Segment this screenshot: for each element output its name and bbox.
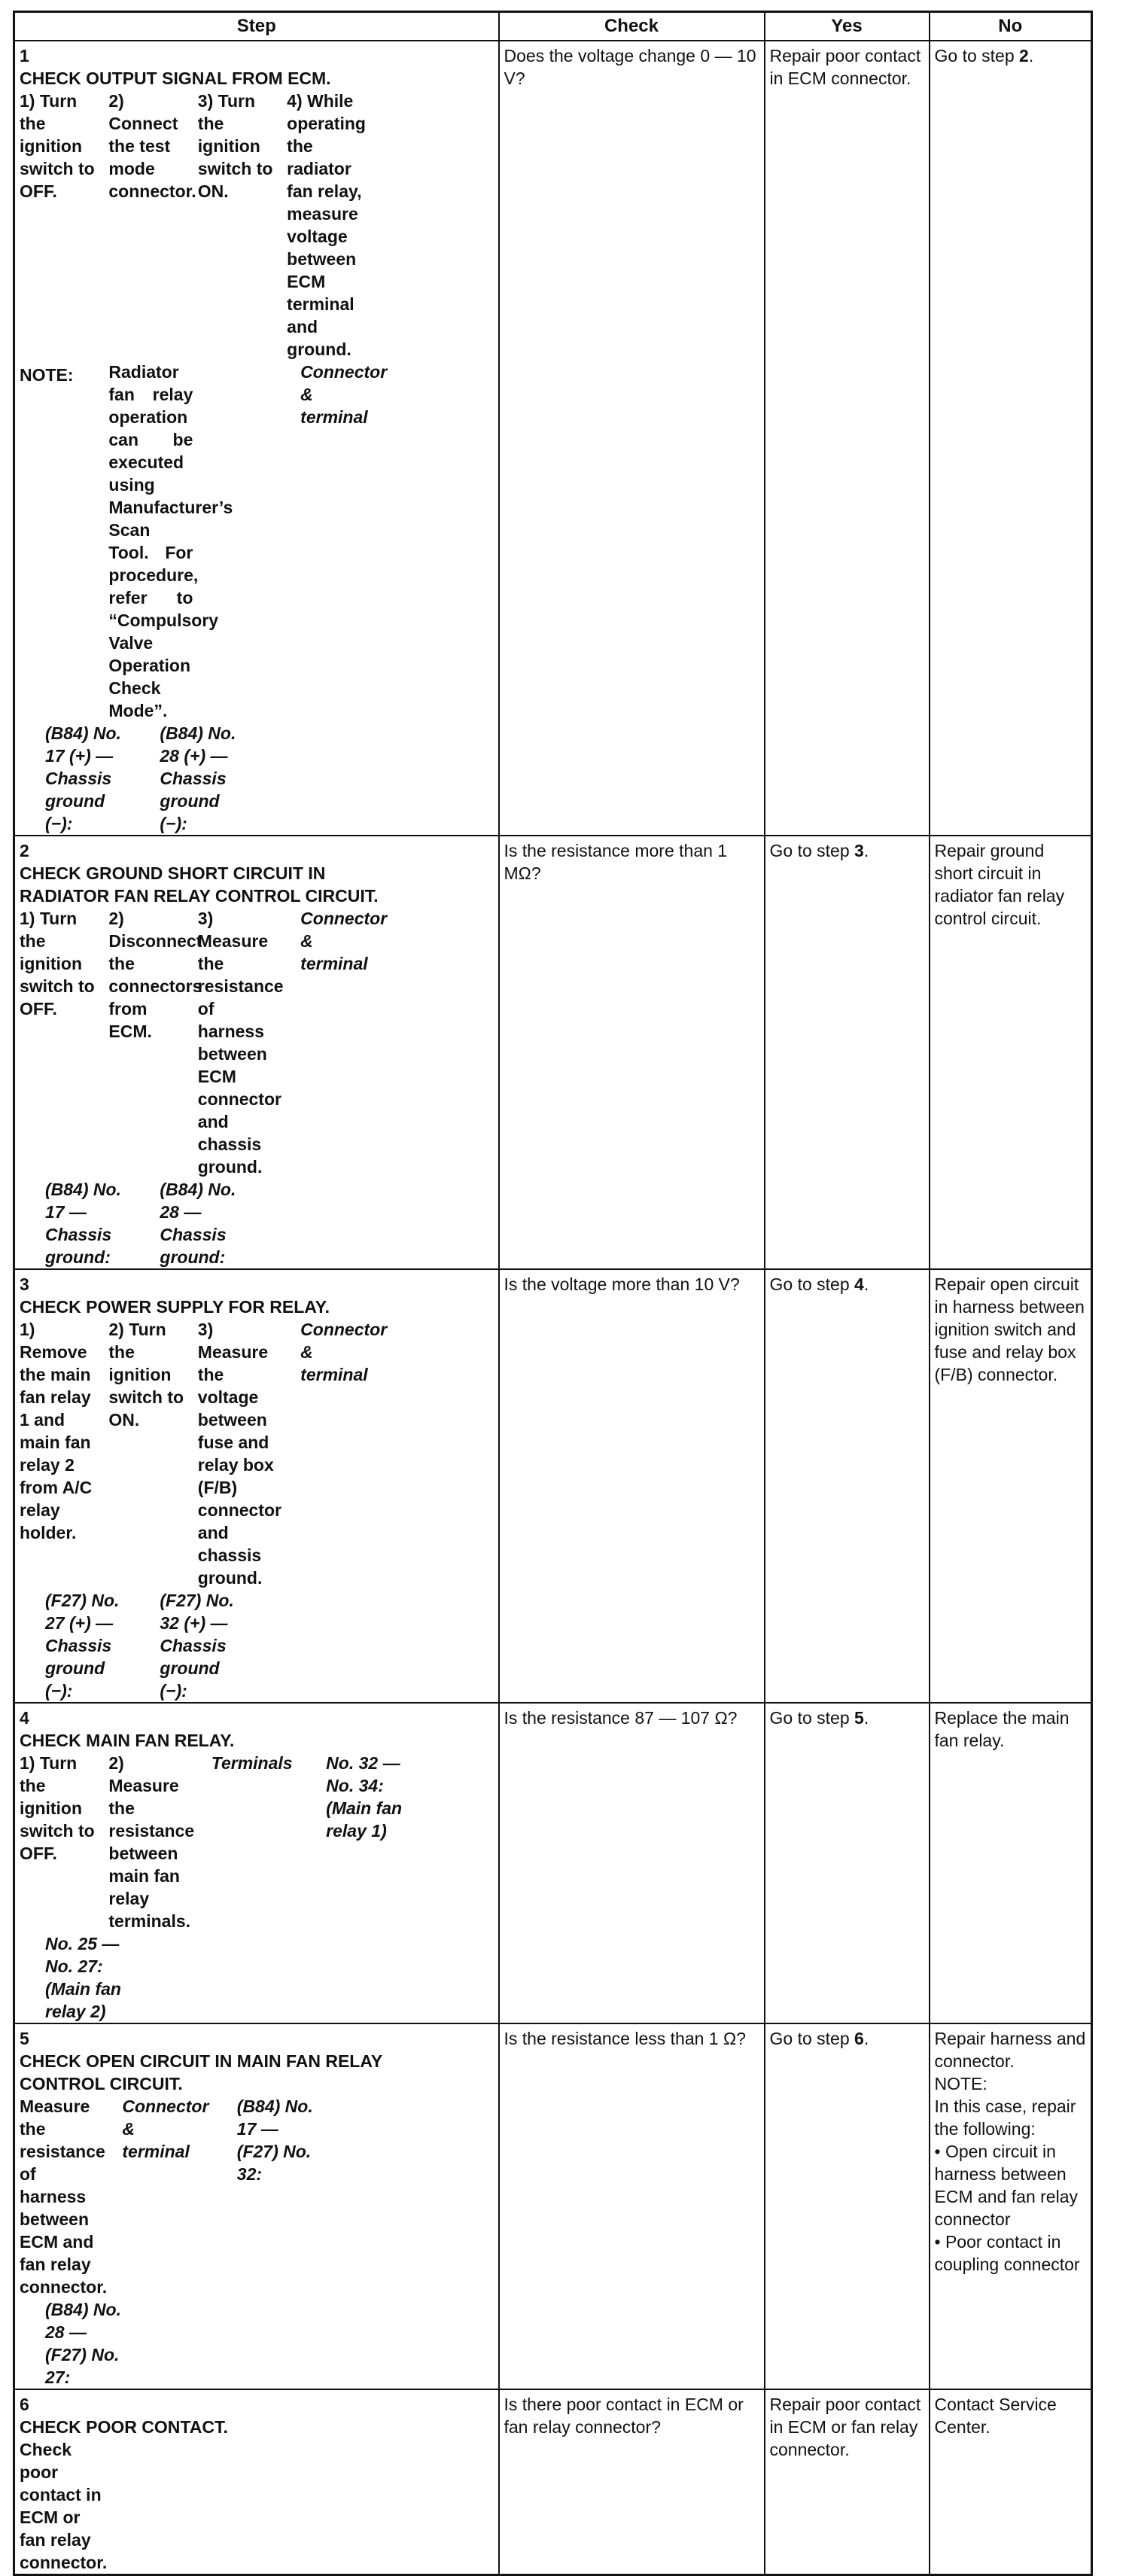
table-row xyxy=(14,1703,1092,2023)
step-instruction: 3) Turn the ignition switch to ON. xyxy=(197,91,273,201)
check-cell: Is the resistance less than 1 Ω? xyxy=(499,2023,765,2389)
yes-cell: Go to step 5. xyxy=(765,1703,930,2023)
check-cell: Is there poor contact in ECM or fan relay connector? xyxy=(499,2389,765,2575)
step-cell xyxy=(14,2023,499,2389)
step-instruction: 2) Connect the test mode connector. xyxy=(108,91,196,201)
step-instruction: 1) Turn the ignition switch to OFF. xyxy=(20,91,95,201)
step-cell xyxy=(14,836,499,1269)
check-cell: Is the resistance 87 — 107 Ω? xyxy=(499,1703,765,2023)
step-number: 5 xyxy=(20,2029,29,2048)
step-instruction: Measure the resistance of harness between ECM and fan relay connector. xyxy=(20,2096,108,2297)
connector-terminal: (F27) No. 27 (+) — Chassis ground (−): xyxy=(45,1591,120,1701)
step-number: 2 xyxy=(20,841,29,860)
bullet-item: • Poor contact in coupling connector xyxy=(934,2232,1080,2274)
step-title: CHECK OPEN CIRCUIT IN MAIN FAN RELAY CONTROL CIRCUIT. xyxy=(20,2051,382,2093)
yes-cell: Go to step 3. xyxy=(765,836,930,1269)
connector-label: Connector & terminal xyxy=(122,2096,209,2161)
connector-terminal: No. 25 — No. 27: (Main fan relay 2) xyxy=(45,1934,121,2021)
note-text: Radiator fan relay operation can be executed using Manufacturer’s Scan Tool. For procedure, refer to “Compulsory Valve Operation Check Mode”. xyxy=(108,362,233,720)
check-cell: Is the voltage more than 10 V? xyxy=(499,1269,765,1703)
step-instruction: Check poor contact in ECM or fan relay connector. xyxy=(20,2440,108,2572)
step-number: 3 xyxy=(20,1274,29,1294)
no-cell: Repair ground short circuit in radiator fan relay control circuit. xyxy=(930,836,1092,1269)
no-cell: Contact Service Center. xyxy=(930,2389,1092,2575)
note-label: NOTE: xyxy=(934,2074,987,2093)
connector-terminal: (B84) No. 17 (+) — Chassis ground (−): xyxy=(45,723,121,833)
header-check: Check xyxy=(499,12,765,41)
step-instruction: 2) Measure the resistance between main fan relay terminals. xyxy=(108,1753,195,1931)
connector-label: Connector & terminal xyxy=(300,909,388,973)
step-instruction: 1) Turn the ignition switch to OFF. xyxy=(20,1753,95,1863)
step-title: CHECK MAIN FAN RELAY. xyxy=(20,1731,235,1750)
connector-terminal: (B84) No. 28 — Chassis ground: xyxy=(160,1180,236,1267)
no-cell: Replace the main fan relay. xyxy=(930,1703,1092,2023)
connector-terminal: (B84) No. 28 (+) — Chassis ground (−): xyxy=(160,723,236,833)
step-link: 3 xyxy=(854,841,864,860)
step-link: 2 xyxy=(1019,46,1029,65)
connector-terminal: (B84) No. 17 — Chassis ground: xyxy=(45,1180,121,1267)
note-label: NOTE: xyxy=(20,365,74,385)
connector-label: Connector & terminal xyxy=(300,1320,388,1384)
step-title: CHECK POOR CONTACT. xyxy=(20,2417,228,2437)
connector-terminal: (B84) No. 28 — (F27) No. 27: xyxy=(45,2300,121,2387)
connector-terminal: No. 32 — No. 34: (Main fan relay 1) xyxy=(326,1753,403,1841)
step-instruction: 2) Disconnect the connectors from ECM. xyxy=(108,909,202,1041)
no-cell: Repair open circuit in harness between ignition switch and fuse and relay box (F/B) connector. xyxy=(930,1269,1092,1703)
step-cell xyxy=(14,2389,499,2575)
step-instruction: 3) Measure the voltage between fuse and relay box (F/B) connector and chassis ground. xyxy=(197,1320,281,1588)
header-step: Step xyxy=(14,12,499,41)
no-cell: Go to step 2. xyxy=(930,41,1092,836)
connector-label: Connector & terminal xyxy=(300,362,388,427)
connector-label: Terminals xyxy=(211,1753,293,1773)
step-link: 5 xyxy=(854,1708,864,1728)
table-row xyxy=(14,836,1092,1269)
bullet-item: • Open circuit in harness between ECM and fan relay connector xyxy=(934,2142,1078,2229)
check-cell: Is the resistance more than 1 MΩ? xyxy=(499,836,765,1269)
check-cell: Does the voltage change 0 — 10 V? xyxy=(499,41,765,836)
diagnostic-table xyxy=(13,11,1093,2576)
step-number: 6 xyxy=(20,2395,29,2414)
no-main-text: Repair harness and connector. xyxy=(934,2029,1086,2071)
no-cell xyxy=(930,2023,1092,2389)
step-title: CHECK POWER SUPPLY FOR RELAY. xyxy=(20,1297,330,1317)
step-instruction: 1) Turn the ignition switch to OFF. xyxy=(20,909,95,1019)
step-title: CHECK GROUND SHORT CIRCUIT IN RADIATOR FAN RELAY CONTROL CIRCUIT. xyxy=(20,863,379,906)
step-instruction: 2) Turn the ignition switch to ON. xyxy=(108,1320,184,1430)
step-instruction: 4) While operating the radiator fan relay, measure voltage between ECM terminal and ground. xyxy=(287,91,366,359)
table-row xyxy=(14,1269,1092,1703)
step-cell xyxy=(14,1269,499,1703)
table-row xyxy=(14,41,1092,836)
yes-cell: Repair poor contact in ECM connector. xyxy=(765,41,930,836)
step-number: 4 xyxy=(20,1708,29,1728)
connector-terminal: (F27) No. 32 (+) — Chassis ground (−): xyxy=(160,1591,234,1701)
step-cell xyxy=(14,41,499,836)
note-text: In this case, repair the following: xyxy=(934,2096,1076,2139)
header-yes: Yes xyxy=(765,12,930,41)
table-row xyxy=(14,2023,1092,2389)
step-cell xyxy=(14,1703,499,2023)
step-title: CHECK OUTPUT SIGNAL FROM ECM. xyxy=(20,69,331,88)
step-number: 1 xyxy=(20,46,29,65)
header-no: No xyxy=(930,12,1092,41)
step-link: 4 xyxy=(854,1274,864,1294)
yes-cell: Go to step 4. xyxy=(765,1269,930,1703)
yes-cell: Go to step 6. xyxy=(765,2023,930,2389)
connector-terminal: (B84) No. 17 — (F27) No. 32: xyxy=(236,2096,313,2184)
step-instruction: 1) Remove the main fan relay 1 and main fan relay 2 from A/C relay holder. xyxy=(20,1320,93,1542)
yes-cell: Repair poor contact in ECM or fan relay connector. xyxy=(765,2389,930,2575)
step-instruction: 3) Measure the resistance of harness between ECM connector and chassis ground. xyxy=(197,909,284,1177)
header-row xyxy=(14,12,1092,41)
step-link: 6 xyxy=(854,2029,864,2048)
table-row xyxy=(14,2389,1092,2575)
